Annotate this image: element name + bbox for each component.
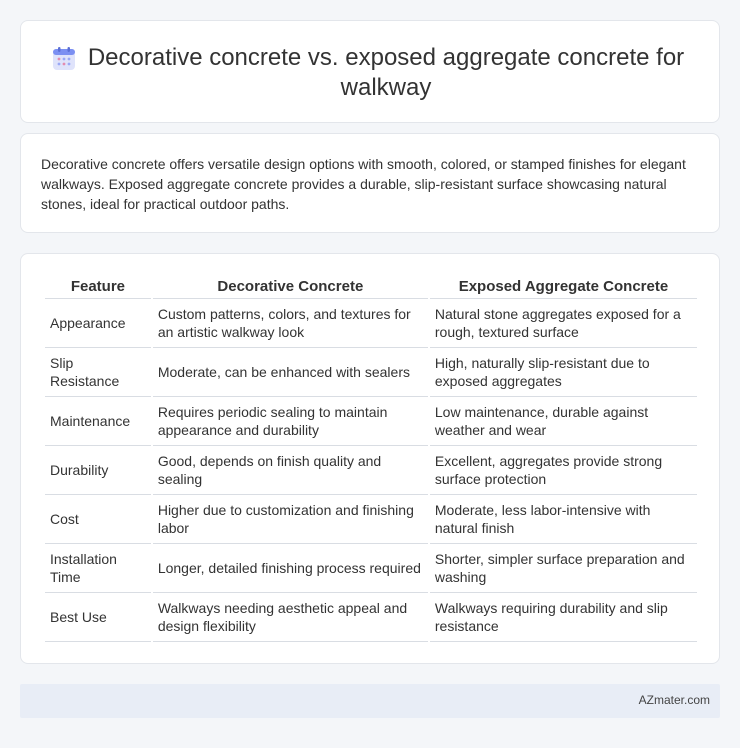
exposed-cell: Walkways requiring durability and slip resistance <box>430 593 697 642</box>
decorative-cell: Moderate, can be enhanced with sealers <box>153 348 428 397</box>
feature-cell: Best Use <box>45 593 151 642</box>
page-title-text: Decorative concrete vs. exposed aggregate concrete for walkway <box>87 44 685 101</box>
header-decorative: Decorative Concrete <box>153 275 428 299</box>
decorative-cell: Higher due to customization and finishing labor <box>153 495 428 544</box>
exposed-cell: Excellent, aggregates provide strong surface protection <box>430 446 697 495</box>
footer-brand: AZmater.com <box>638 693 710 707</box>
decorative-cell: Walkways needing aesthetic appeal and design flexibility <box>153 593 428 642</box>
decorative-cell: Longer, detailed finishing process required <box>153 544 428 593</box>
comparison-table-card <box>20 253 720 664</box>
exposed-cell: Low maintenance, durable against weather and wear <box>430 397 697 446</box>
feature-cell: Installation Time <box>45 544 151 593</box>
table-row <box>45 397 697 446</box>
footer-bar <box>20 684 720 718</box>
table-row <box>45 348 697 397</box>
feature-cell: Maintenance <box>45 397 151 446</box>
table-header-row <box>45 275 697 299</box>
decorative-cell: Requires periodic sealing to maintain appearance and durability <box>153 397 428 446</box>
intro-card <box>20 133 720 233</box>
table-row <box>45 446 697 495</box>
header-feature: Feature <box>45 275 151 299</box>
feature-cell: Cost <box>45 495 151 544</box>
intro-paragraph: Decorative concrete offers versatile design options with smooth, colored, or stamped finishes for elegant walkways. Exposed aggregate concrete provides a durable, slip-resistant surface showcasing natural stones, ideal for practical outdoor paths. <box>41 156 686 212</box>
comparison-table <box>43 275 699 642</box>
feature-cell: Appearance <box>45 299 151 348</box>
page-title <box>51 43 699 103</box>
header-exposed: Exposed Aggregate Concrete <box>430 275 697 299</box>
table-row <box>45 299 697 348</box>
exposed-cell: Moderate, less labor-intensive with natural finish <box>430 495 697 544</box>
decorative-cell: Custom patterns, colors, and textures for an artistic walkway look <box>153 299 428 348</box>
exposed-cell: Natural stone aggregates exposed for a rough, textured surface <box>430 299 697 348</box>
table-row <box>45 593 697 642</box>
feature-cell: Durability <box>45 446 151 495</box>
feature-cell: Slip Resistance <box>45 348 151 397</box>
exposed-cell: Shorter, simpler surface preparation and washing <box>430 544 697 593</box>
title-card <box>20 20 720 123</box>
table-row <box>45 544 697 593</box>
table-row <box>45 495 697 544</box>
decorative-cell: Good, depends on finish quality and sealing <box>153 446 428 495</box>
exposed-cell: High, naturally slip-resistant due to exposed aggregates <box>430 348 697 397</box>
